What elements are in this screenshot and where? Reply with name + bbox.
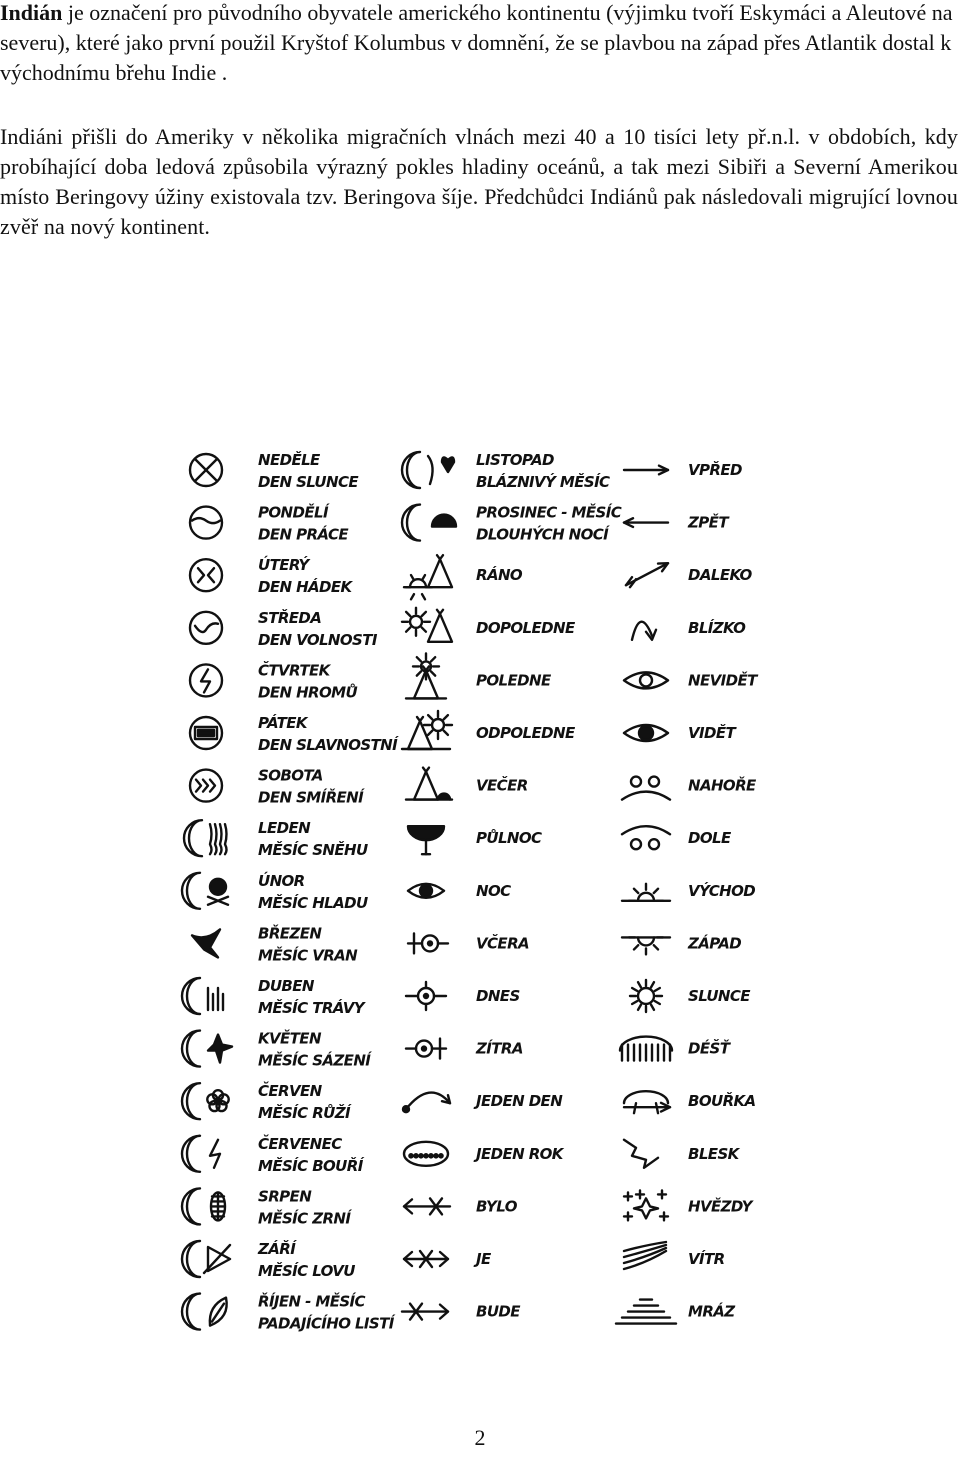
pictogram-label: KVĚTEN bbox=[258, 1029, 321, 1048]
moon-long-night-icon bbox=[402, 505, 456, 541]
pictogram-label: PONDĚLÍ bbox=[258, 503, 328, 522]
pictogram-label: MĚSÍC BOUŘÍ bbox=[258, 1156, 363, 1175]
pictogram-label: ČTVRTEK bbox=[258, 661, 330, 680]
tomorrow-icon bbox=[406, 1039, 446, 1059]
rain-circle-icon bbox=[190, 559, 222, 591]
pictogram-label: ČERVEN bbox=[258, 1082, 322, 1101]
eye-open-icon bbox=[624, 725, 668, 741]
pictogram-label: BLÍZKO bbox=[688, 618, 746, 637]
moon-snow-icon bbox=[184, 820, 227, 856]
moon-rose-icon bbox=[182, 1083, 229, 1119]
sun-circle-icon bbox=[190, 454, 222, 486]
work-circle-icon bbox=[190, 507, 222, 539]
down-figures-icon bbox=[622, 826, 670, 849]
pictogram-label: VČERA bbox=[476, 934, 530, 953]
pictogram-label: PÁTEK bbox=[258, 714, 307, 732]
pictogram-label: MĚSÍC RŮŽÍ bbox=[258, 1104, 350, 1123]
pictogram-label: SLUNCE bbox=[688, 987, 750, 1005]
pictogram-label: JEDEN ROK bbox=[476, 1144, 563, 1163]
intro-paragraph-text: je označení pro původního obyvatele amerického kontinentu (výjimku tvoří Eskymáci a Aleutové na severu), které jako první použil Kryštof Kolumbus v domnění, že se plavbou na západ přes Atlantik dostal k východnímu břehu Indie . bbox=[0, 0, 953, 85]
pictogram-label: MĚSÍC TRÁVY bbox=[258, 999, 365, 1017]
moon-hunt-icon bbox=[182, 1241, 230, 1277]
lightning-circle-icon bbox=[190, 664, 222, 696]
pictogram-label: DOLE bbox=[688, 829, 731, 848]
stars-icon bbox=[624, 1190, 668, 1220]
pictogram-label: BOUŘKA bbox=[688, 1092, 756, 1111]
moon-skull-icon bbox=[182, 873, 228, 909]
pictogram-label: BLESK bbox=[688, 1144, 739, 1163]
one-year-icon bbox=[404, 1142, 448, 1166]
storm-icon bbox=[624, 1091, 670, 1113]
yesterday-icon bbox=[408, 933, 448, 953]
will-be-icon bbox=[402, 1304, 448, 1320]
pictogram-label: DLOUHÝCH NOCÍ bbox=[476, 525, 609, 544]
pictogram-label: DEN HROMŮ bbox=[258, 683, 358, 702]
pictogram-label: MĚSÍC SNĚHU bbox=[258, 841, 368, 860]
rain-icon bbox=[620, 1037, 672, 1061]
pictogram-label: VÍTR bbox=[688, 1250, 725, 1268]
pictogram-label: LEDEN bbox=[258, 819, 311, 838]
pictogram-label: ŘÍJEN - MĚSÍC bbox=[258, 1292, 365, 1311]
pictogram-label: PROSINEC - MĚSÍC bbox=[476, 503, 622, 522]
pictogram-label: ZÁPAD bbox=[688, 934, 742, 953]
arrow-far-icon bbox=[626, 563, 668, 587]
afternoon-icon bbox=[402, 711, 452, 749]
pictogram-label: DEN SLUNCE bbox=[258, 473, 359, 491]
pictogram-label: MĚSÍC VRAN bbox=[258, 946, 358, 965]
noon-icon bbox=[406, 653, 446, 698]
morning-icon bbox=[404, 555, 452, 599]
pictogram-label: BUDE bbox=[476, 1302, 520, 1321]
page-number: 2 bbox=[474, 1425, 486, 1450]
arrow-near-icon bbox=[632, 622, 656, 640]
forenoon-icon bbox=[402, 608, 452, 642]
pictogram-label: NEVIDĚT bbox=[688, 671, 757, 690]
pictogram-label: PŮLNOC bbox=[476, 829, 542, 848]
pictogram-label: DEN PRÁCE bbox=[258, 525, 349, 544]
moon-raven-icon bbox=[192, 929, 220, 957]
pictogram-label: BYLO bbox=[476, 1197, 517, 1216]
pictogram-label: DALEKO bbox=[688, 566, 752, 585]
one-day-icon bbox=[403, 1093, 450, 1113]
pictogram-label: ÚTERÝ bbox=[258, 556, 309, 575]
moon-storm-icon bbox=[182, 1136, 220, 1172]
feast-circle-icon bbox=[190, 717, 222, 749]
pictogram-label: SOBOTA bbox=[258, 766, 323, 785]
pictogram-label: DEN HÁDEK bbox=[258, 578, 352, 597]
pictogram-label: POLEDNE bbox=[476, 671, 551, 690]
pictogram-label: ODPOLEDNE bbox=[476, 724, 575, 742]
pictogram-label: VPŘED bbox=[688, 461, 742, 479]
eye-closed-icon bbox=[624, 672, 668, 688]
pictogram-label: JE bbox=[476, 1250, 491, 1268]
pictogram-label: DOPOLEDNE bbox=[476, 618, 575, 637]
pictogram-label: NAHOŘE bbox=[688, 776, 756, 795]
pictogram-label: RÁNO bbox=[476, 566, 523, 585]
midnight-icon bbox=[408, 826, 444, 854]
pictogram-label: VÝCHOD bbox=[688, 881, 756, 900]
pictogram-label: STŘEDA bbox=[258, 608, 322, 627]
pictogram-label: DEN SLAVNOSTNÍ bbox=[258, 736, 398, 754]
moon-grass-icon bbox=[182, 978, 223, 1014]
up-figures-icon bbox=[622, 777, 670, 800]
pictogram-label: NEDĚLE bbox=[258, 451, 320, 469]
pictogram-label: PADAJÍCÍHO LISTÍ bbox=[258, 1314, 394, 1333]
sun-icon bbox=[630, 980, 662, 1012]
pictogram-label: ZÍTRA bbox=[476, 1039, 523, 1058]
intro-paragraph bbox=[0, 0, 958, 88]
frost-icon bbox=[616, 1300, 676, 1324]
pictogram-label: MĚSÍC LOVU bbox=[258, 1262, 355, 1280]
term-indian: Indián bbox=[0, 0, 63, 25]
pictogram-label: ČERVENEC bbox=[258, 1134, 342, 1153]
moon-corn-icon bbox=[182, 1188, 225, 1224]
pictogram-label: NOC bbox=[476, 881, 511, 900]
pictogram-label: JEDEN DEN bbox=[476, 1092, 563, 1111]
pictogram-label: BŘEZEN bbox=[258, 924, 322, 943]
pictogram-label: DEN SMÍŘENÍ bbox=[258, 788, 364, 807]
pictogram-table bbox=[176, 444, 780, 1340]
pictogram-label: ÚNOR bbox=[258, 871, 305, 890]
arrow-back-icon bbox=[624, 518, 668, 527]
pictogram-label: DNES bbox=[476, 987, 520, 1005]
pictogram-label: MĚSÍC HLADU bbox=[258, 893, 368, 912]
pictogram-label: ZÁŘÍ bbox=[258, 1240, 296, 1258]
pictogram-label: DÉŠŤ bbox=[688, 1039, 730, 1058]
moon-crazy-icon bbox=[402, 452, 454, 488]
pictogram-label: MRÁZ bbox=[688, 1302, 735, 1321]
lightning-icon bbox=[624, 1140, 658, 1168]
pictogram-label: BLÁZNIVÝ MĚSÍC bbox=[476, 473, 610, 491]
pictogram-label: MĚSÍC SÁZENÍ bbox=[258, 1051, 371, 1070]
bird-circle-icon bbox=[190, 612, 222, 644]
today-icon bbox=[406, 982, 446, 1010]
pictogram-label: HVĚZDY bbox=[688, 1197, 752, 1216]
wind-icon bbox=[624, 1242, 666, 1269]
night-icon bbox=[408, 884, 444, 898]
pictogram-label: MĚSÍC ZRNÍ bbox=[258, 1209, 351, 1228]
moon-leaf-icon bbox=[182, 1294, 227, 1330]
migration-paragraph: Indiáni přišli do Ameriky v několika migračních vlnách mezi 40 a 10 tisíci lety př.n.l. v obdobích, kdy probíhající doba ledová způsobila výrazný pokles hladiny oceánů, a tak mezi Sibiři a Severní Amerikou místo Beringovy úžiny existovala tzv. Beringova šíje. Předchůdci Indiánů pak následovali migrující lovnou zvěř na nový kontinent. bbox=[0, 124, 958, 239]
moon-planting-icon bbox=[182, 1031, 232, 1067]
pictogram-label: VEČER bbox=[476, 776, 528, 795]
pictogram-label: LISTOPAD bbox=[476, 451, 554, 469]
chevrons-circle-icon bbox=[190, 770, 222, 802]
evening-icon bbox=[406, 768, 452, 800]
pictogram-label: SRPEN bbox=[258, 1187, 312, 1206]
pictogram-label: VIDĚT bbox=[688, 724, 736, 742]
pictogram-figure bbox=[176, 444, 780, 1340]
was-icon bbox=[404, 1198, 450, 1214]
sunrise-icon bbox=[622, 884, 670, 901]
pictogram-label: ZPĚT bbox=[688, 513, 728, 532]
pictogram-label: DUBEN bbox=[258, 977, 314, 995]
is-icon bbox=[404, 1251, 448, 1267]
sunset-icon bbox=[622, 937, 670, 954]
pictogram-label: DEN VOLNOSTI bbox=[258, 630, 377, 649]
arrow-forward-icon bbox=[624, 466, 668, 475]
